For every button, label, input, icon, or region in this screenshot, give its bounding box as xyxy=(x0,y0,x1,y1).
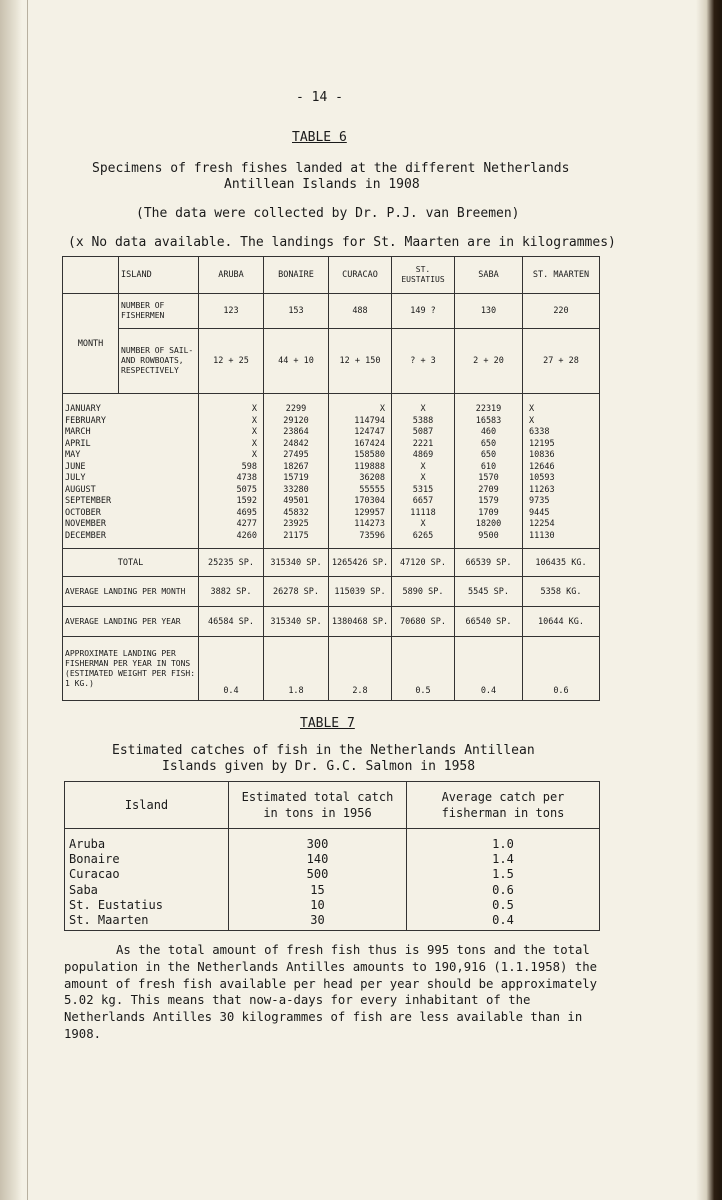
approx-aruba: 0.4 xyxy=(199,637,264,701)
island-col-bonaire: BONAIRE xyxy=(264,257,329,294)
avg-month-bonaire: 26278 SP. xyxy=(264,577,329,607)
monthly-saba: 22319 16583 460 650 650 610 1570 2709 1579 1709 18200 9500 xyxy=(475,404,502,541)
table7-title: TABLE 7 xyxy=(300,716,355,731)
table7-header-total: Estimated total catch in tons in 1956 xyxy=(229,782,407,829)
avg-month-label: AVERAGE LANDING PER MONTH xyxy=(63,577,199,607)
boats-saba: 2 + 20 xyxy=(455,329,523,394)
total-curacao: 1265426 SP. xyxy=(329,549,392,577)
fishermen-st-eustatius: 149 ? xyxy=(392,294,455,329)
boats-label: NUMBER OF SAIL- AND ROWBOATS, RESPECTIVELY xyxy=(119,329,199,394)
avg-month-aruba: 3882 SP. xyxy=(199,577,264,607)
approx-st-maarten: 0.6 xyxy=(523,637,600,701)
monthly-st-eustatius: X 5388 5087 2221 4869 X X 5315 6657 11118 X 6265 xyxy=(410,404,436,541)
island-header: ISLAND xyxy=(119,257,199,294)
boats-st-eustatius: ? + 3 xyxy=(392,329,455,394)
fishermen-st-maarten: 220 xyxy=(523,294,600,329)
avg-month-st-eustatius: 5890 SP. xyxy=(392,577,455,607)
monthly-bonaire: 2299 29120 23864 24842 27495 18267 15719 33280 49501 45832 23925 21175 xyxy=(283,404,309,541)
fishermen-aruba: 123 xyxy=(199,294,264,329)
boats-bonaire: 44 + 10 xyxy=(264,329,329,394)
avg-year-saba: 66540 SP. xyxy=(455,607,523,637)
avg-year-aruba: 46584 SP. xyxy=(199,607,264,637)
approx-st-eustatius: 0.5 xyxy=(392,637,455,701)
total-saba: 66539 SP. xyxy=(455,549,523,577)
binding-line xyxy=(27,0,28,1200)
avg-month-st-maarten: 5358 KG. xyxy=(523,577,600,607)
total-label: TOTAL xyxy=(63,549,199,577)
island-col-saba: SABA xyxy=(455,257,523,294)
table7-totals: 300 140 500 15 10 30 xyxy=(306,837,329,928)
table6-note: (x No data available. The landings for St. Maarten are in kilogrammes) xyxy=(68,235,616,250)
avg-year-st-eustatius: 70680 SP. xyxy=(392,607,455,637)
table7-avgs: 1.0 1.4 1.5 0.6 0.5 0.4 xyxy=(492,837,514,928)
table7-caption-line1: Estimated catches of fish in the Netherlands Antillean xyxy=(112,743,535,758)
table6-caption-line1: Specimens of fresh fishes landed at the different Netherlands xyxy=(92,161,570,176)
fishermen-curacao: 488 xyxy=(329,294,392,329)
table6-caption-line2: Antillean Islands in 1908 xyxy=(224,177,420,192)
boats-curacao: 12 + 150 xyxy=(329,329,392,394)
binding-spine xyxy=(0,0,22,1200)
approx-label: APPROXIMATE LANDING PER FISHERMAN PER YEAR IN TONS (ESTIMATED WEIGHT PER FISH: 1 KG.) xyxy=(63,637,199,701)
table7 xyxy=(64,781,600,931)
table7-islands: Aruba Bonaire Curacao Saba St. Eustatius St. Maarten xyxy=(69,837,163,928)
boats-st-maarten: 27 + 28 xyxy=(523,329,600,394)
island-col-st-eustatius: ST. EUSTATIUS xyxy=(392,257,455,294)
page-number: - 14 - xyxy=(296,90,343,105)
table6-title: TABLE 6 xyxy=(292,130,347,145)
island-col-curacao: CURACAO xyxy=(329,257,392,294)
island-col-st-maarten: ST. MAARTEN xyxy=(523,257,600,294)
avg-month-saba: 5545 SP. xyxy=(455,577,523,607)
table7-header-island: Island xyxy=(65,782,229,829)
month-header: MONTH xyxy=(63,294,119,394)
monthly-curacao: X 114794 124747 167424 158580 119888 36208 55555 170304 129957 114273 73596 xyxy=(354,404,385,541)
body-paragraph: As the total amount of fresh fish thus is 995 tons and the total population in the Netherlands Antilles amounts to 190,916 (1.1.1958) the amount of fresh fish available per head per year should be approximately 5.02 kg. This means that now-a-days for every inhabitant of the Netherlands Antilles 30 kilogrammes of fish are less available than in 1908. xyxy=(64,943,598,1041)
island-col-aruba: ARUBA xyxy=(199,257,264,294)
approx-curacao: 2.8 xyxy=(329,637,392,701)
approx-saba: 0.4 xyxy=(455,637,523,701)
avg-year-label: AVERAGE LANDING PER YEAR xyxy=(63,607,199,637)
total-st-eustatius: 47120 SP. xyxy=(392,549,455,577)
fishermen-bonaire: 153 xyxy=(264,294,329,329)
table6 xyxy=(62,256,600,701)
avg-year-curacao: 1380468 SP. xyxy=(329,607,392,637)
fishermen-saba: 130 xyxy=(455,294,523,329)
month-list: JANUARY FEBRUARY MARCH APRIL MAY JUNE JULY AUGUST SEPTEMBER OCTOBER NOVEMBER DECEMBER xyxy=(65,404,112,541)
avg-month-curacao: 115039 SP. xyxy=(329,577,392,607)
total-bonaire: 315340 SP. xyxy=(264,549,329,577)
avg-year-bonaire: 315340 SP. xyxy=(264,607,329,637)
monthly-st-maarten: X X 6338 12195 10836 12646 10593 11263 9735 9445 12254 11130 xyxy=(529,404,555,541)
table6-source: (The data were collected by Dr. P.J. van Breemen) xyxy=(136,206,520,221)
boats-aruba: 12 + 25 xyxy=(199,329,264,394)
approx-bonaire: 1.8 xyxy=(264,637,329,701)
table7-caption-line2: Islands given by Dr. G.C. Salmon in 1958 xyxy=(162,759,476,774)
total-aruba: 25235 SP. xyxy=(199,549,264,577)
table7-header-avg: Average catch per fisherman in tons xyxy=(407,782,600,829)
fishermen-label: NUMBER OF FISHERMEN xyxy=(119,294,199,329)
monthly-aruba: X X X X X 598 4738 5075 1592 4695 4277 4260 xyxy=(236,404,257,541)
page-edge xyxy=(696,0,722,1200)
total-st-maarten: 106435 KG. xyxy=(523,549,600,577)
avg-year-st-maarten: 10644 KG. xyxy=(523,607,600,637)
